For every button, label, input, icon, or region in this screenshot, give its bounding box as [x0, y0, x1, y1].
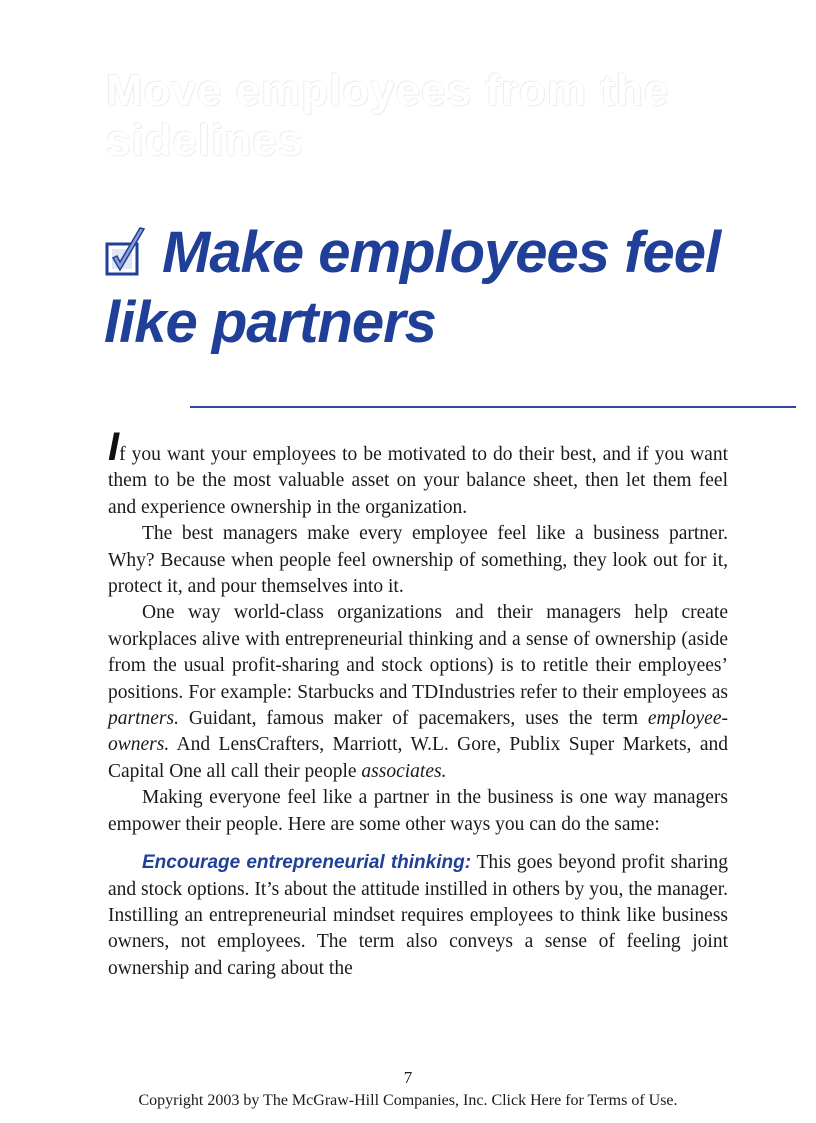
body-text [108, 425, 728, 982]
section-title-line2: like partners [104, 290, 436, 355]
runin-heading: Encourage entrepreneurial thinking: [142, 852, 472, 874]
term-partners: partners. [108, 708, 179, 730]
section-header [104, 218, 804, 358]
drop-cap: I [108, 425, 120, 469]
paragraph: Making everyone feel like a partner in the business is one way managers empower their people. Here are some other ways you can do the same: [108, 787, 728, 835]
term-employee-owners: employee-owners. [108, 708, 728, 756]
paragraph: One way world-class organizations and their managers help create workplaces alive with entrepreneurial thinking and a sense of ownership (aside from the usual profit-sharing and stock options) is to retitle their employees’ positions. For example: Starbucks and TDIndustries refer to their employees as partners. Guidant, famous maker of pacemakers, uses the term employee-owners. And LensCrafters, Marriott, W.L. Gore, Publix Super Markets, and Capital One all call their people associates. [108, 602, 728, 782]
section-title-line1: Make employees feel [162, 220, 721, 285]
term-associates: associates. [361, 760, 447, 782]
page-number: 7 [403, 1068, 413, 1087]
paragraph: Encourage entrepreneurial thinking: This goes beyond profit sharing and stock options. It’s about the attitude instilled in others by you, the manager. Instilling an entrepreneurial mindset requires employees to think like business owners, not employees. The term also conveys a sense of feeling joint ownership and caring about the [108, 852, 728, 979]
copyright-footer[interactable]: Copyright 2003 by The McGraw-Hill Companies, Inc. Click Here for Terms of Use. [138, 1092, 678, 1109]
section-title [104, 218, 804, 358]
checkbox-check-icon [104, 224, 154, 276]
section-divider [190, 406, 796, 408]
paragraph: If you want your employees to be motivated to do their best, and if you want them to be the most valuable asset on your balance sheet, then let them feel and experience ownership in the organization. [108, 425, 728, 518]
chapter-ghost-title: Move employees from the sidelines [106, 66, 670, 165]
paragraph: The best managers make every employee feel like a business partner. Why? Because when people feel ownership of something, they look out for it, protect it, and pour themselves into it. [108, 523, 728, 598]
